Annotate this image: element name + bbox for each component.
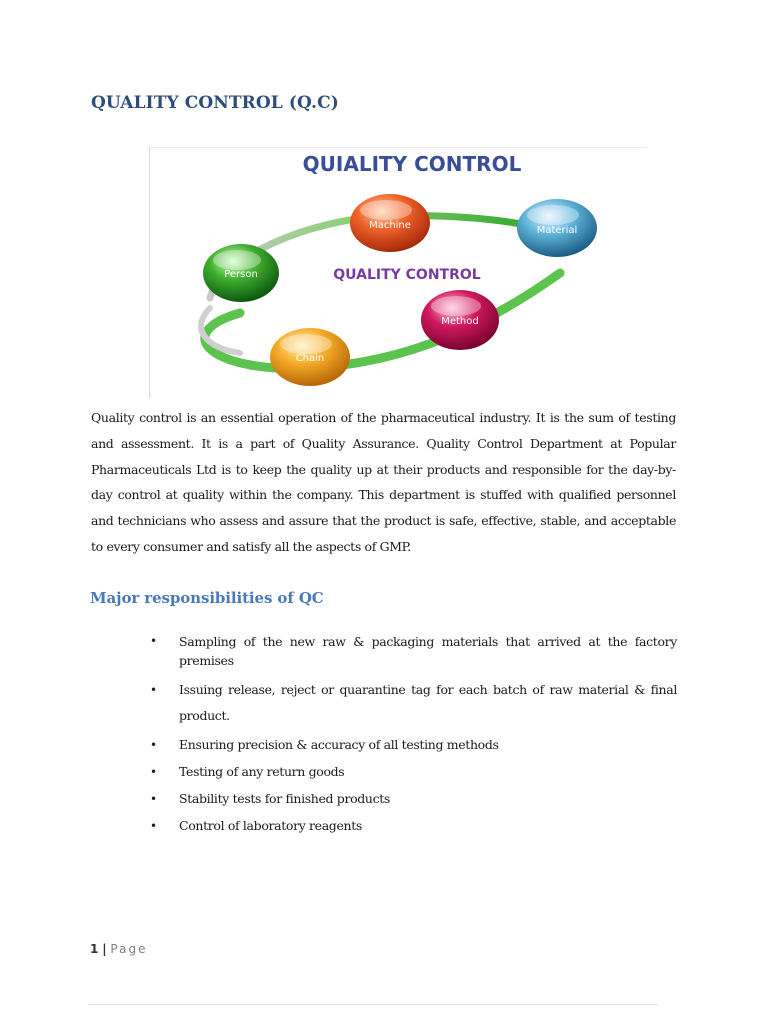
page-footer: [90, 942, 147, 956]
list-item-text: Stability tests for finished products: [179, 791, 390, 806]
machine-node: [350, 194, 430, 252]
footer-separator: |: [102, 942, 107, 956]
bullet-icon: •: [150, 634, 157, 648]
bullet-icon: •: [150, 792, 157, 806]
material-node: [517, 199, 597, 257]
list-item-text: Sampling of the new raw & packaging materials that arrived at the factory premises: [179, 634, 677, 668]
material-label: Material: [536, 225, 578, 236]
chain-label: Chain: [295, 353, 325, 364]
person-label: Person: [224, 269, 258, 280]
list-item-text: Issuing release, reject or quarantine tag for each batch of raw material & final product.: [179, 682, 677, 723]
list-item-text: Testing of any return goods: [179, 764, 345, 779]
footer-divider: [88, 1004, 658, 1005]
figure-heading: QUIALITY CONTROL: [302, 152, 522, 176]
list-item: [150, 677, 677, 735]
chain-node: [270, 328, 350, 386]
page-label: Page: [110, 942, 148, 956]
document-title: QUALITY CONTROL (Q.C): [91, 93, 339, 113]
bullet-icon: •: [150, 765, 157, 779]
quality-control-figure: [149, 147, 647, 398]
page-number: 1: [90, 942, 99, 956]
list-item: [150, 816, 677, 843]
section-heading: Major responsibilities of QC: [90, 589, 324, 607]
method-node: [421, 290, 499, 350]
list-item: [150, 789, 677, 816]
method-label: Method: [441, 316, 479, 327]
bullet-icon: •: [150, 738, 157, 752]
list-item: [150, 632, 677, 676]
responsibilities-list: [150, 632, 677, 843]
list-item: [150, 735, 677, 762]
list-item-text: Control of laboratory reagents: [179, 818, 362, 833]
bullet-icon: •: [150, 683, 157, 697]
list-item: [150, 762, 677, 789]
list-item-text: Ensuring precision & accuracy of all testing methods: [179, 737, 499, 752]
person-node: [203, 244, 279, 302]
machine-label: Machine: [369, 220, 411, 231]
bullet-icon: •: [150, 819, 157, 833]
body-paragraph: Quality control is an essential operation of the pharmaceutical industry. It is the sum of testing and assessment. It is a part of Quality Assurance. Quality Control Department at Popular Pharmaceuticals Ltd is to keep the quality up at their products and responsible for the day-by-day control at quality within the company. This department is stuffed with qualified personnel and technicians who assess and assure that the product is safe, effective, stable, and acceptable to every consumer and satisfy all the aspects of GMP.: [91, 410, 676, 554]
figure-center-label: QUALITY CONTROL: [333, 267, 481, 283]
